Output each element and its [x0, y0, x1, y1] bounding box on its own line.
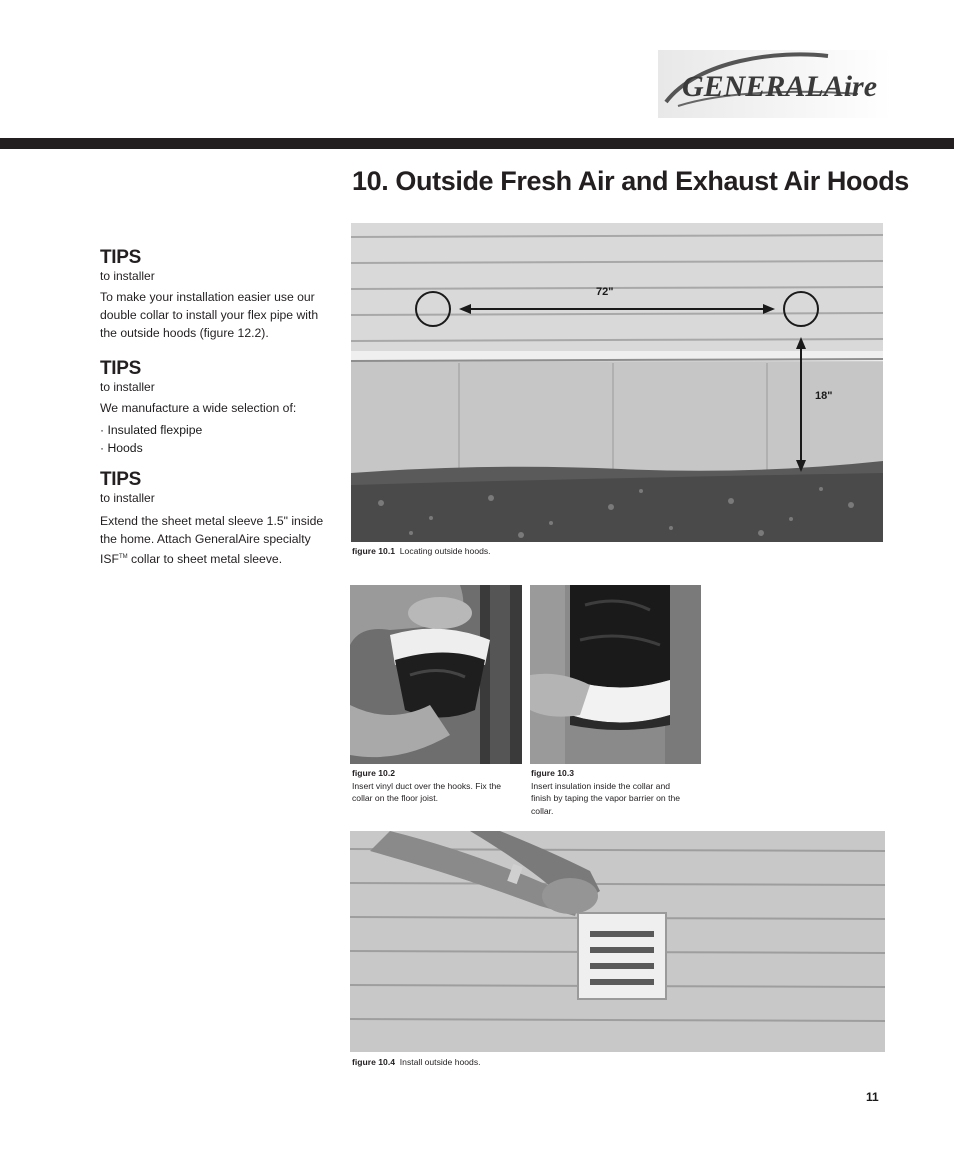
figure-label: figure 10.1: [352, 546, 395, 556]
logo-text: GENERALAire: [682, 70, 878, 103]
list-item: · Hoods: [100, 441, 143, 455]
tip-heading: TIPS: [100, 247, 142, 268]
figure-10-1-photo: [351, 223, 883, 542]
list-item: · Insulated flexpipe: [100, 423, 203, 437]
tip-body: To make your installation easier use our double collar to install your flex pipe with the outside hoods (figure 12.2).: [100, 290, 319, 340]
figure-10-4-caption: [352, 1056, 481, 1069]
generalaire-logo: [658, 50, 892, 118]
figure-label: figure 10.3: [531, 768, 574, 778]
tip-body-text: collar to sheet metal sleeve.: [127, 552, 283, 567]
tip-2: [100, 359, 332, 457]
figure-10-4-photo: [350, 831, 885, 1052]
figure-10-2-photo: [350, 585, 522, 764]
tip-subheading: to installer: [100, 269, 155, 283]
dimension-18-label: 18": [815, 390, 833, 402]
figure-10-3-caption: [531, 767, 691, 817]
product-list: [100, 421, 332, 457]
tip-heading: TIPS: [100, 358, 142, 379]
figure-10-1-caption: [352, 545, 491, 558]
figure-text: Install outside hoods.: [399, 1057, 481, 1067]
figure-10-2-caption: [352, 767, 518, 805]
figure-text: Insert vinyl duct over the hooks. Fix the collar on the floor joist.: [352, 780, 502, 803]
page-title: 10. Outside Fresh Air and Exhaust Air Hoods: [352, 166, 909, 196]
trademark-mark: TM: [118, 554, 128, 560]
tip-body-text: Extend the sheet metal sleeve 1.5" inside the home. Attach GeneralAire specialty ISF: [100, 514, 324, 567]
header-bar: [0, 138, 954, 149]
tip-body: [100, 512, 332, 568]
figure-text: Locating outside hoods.: [399, 546, 491, 556]
tip-body: We manufacture a wide selection of:: [100, 401, 297, 415]
tip-subheading: to installer: [100, 380, 155, 394]
dimension-72-label: 72": [596, 286, 614, 298]
figure-text: Insert insulation inside the collar and finish by taping the vapor barrier on the collar.: [531, 780, 681, 816]
tip-heading: TIPS: [100, 469, 142, 490]
figure-10-3-photo: [530, 585, 701, 764]
tip-3: [100, 470, 332, 568]
tip-1: [100, 248, 332, 342]
figure-label: figure 10.2: [352, 768, 395, 778]
tip-subheading: to installer: [100, 491, 155, 505]
page-number: 11: [866, 1090, 879, 1104]
figure-label: figure 10.4: [352, 1057, 395, 1067]
